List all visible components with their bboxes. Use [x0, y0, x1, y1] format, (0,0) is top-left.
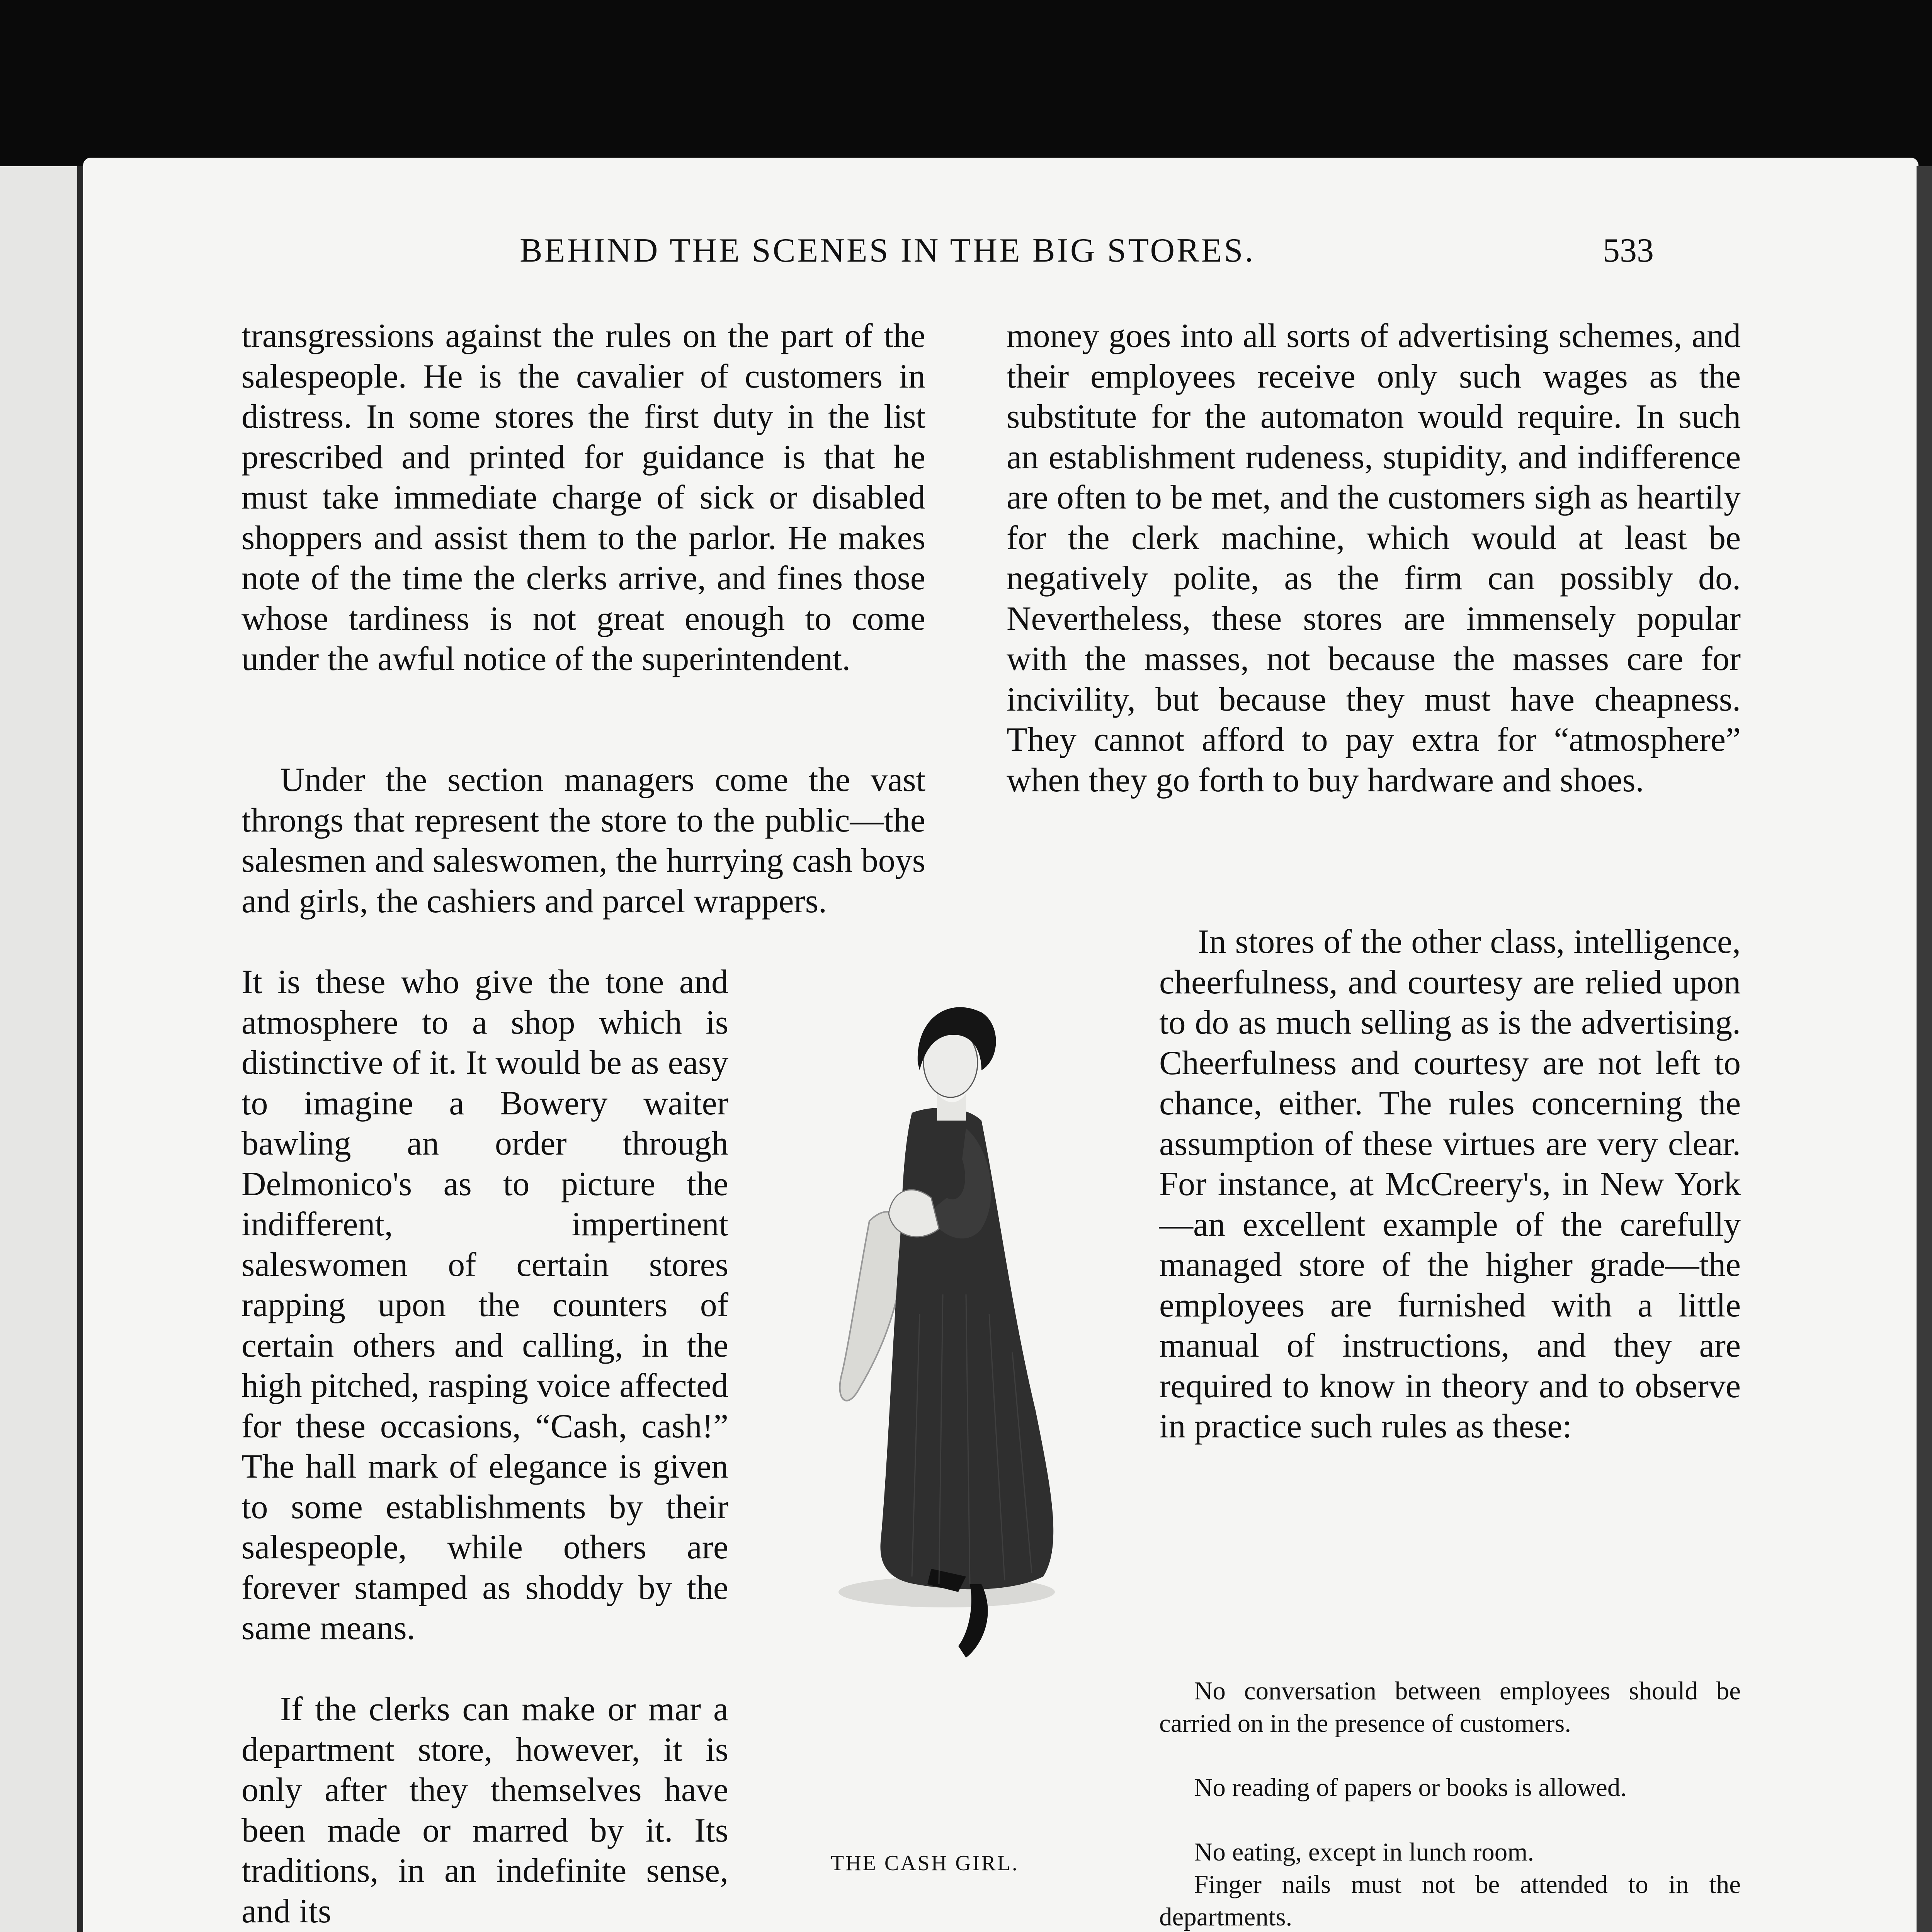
right-paragraph-2: In stores of the other class, intelligence, cheerfulness, and courtesy are relied upon to do as much selling as is the advertising. Cheerfulness and courtesy are not left to chance, either. The rules concerning the assumption of these virtues are very clear. For instance, at McCreery's, in New York—an excellent example of the carefully managed store of the higher grade—the employees are furnished with a little manual of instructions, and they are required to know in theory and to observe in practice such rules as these:: [1159, 923, 1741, 1445]
page-right-edge: [1917, 166, 1932, 1932]
rule-item: No reading of papers or books is allowed.: [1194, 1773, 1627, 1802]
facing-page-edge: [0, 166, 87, 1932]
rule-item: No conversation between employees should be carried on in the presence of customers.: [1159, 1677, 1741, 1738]
cash-girl-illustration: [765, 966, 1136, 1700]
left-paragraph-3: It is these who give the tone and atmosphere to a shop which is distinctive of it. It would be as easy to imagine a Bowery waiter bawling an order through Delmonico's as to picture the indifferent, impertinent saleswomen of certain stores rapping upon the counters of certain others and calling, in the high pitched, rasping voice affected for these occasions, “Cash, cash!” The hall mark of elegance is given to some establishments by their salespeople, while others are forever stamped as shoddy by the same means.: [242, 963, 728, 1647]
rule-item: No eating, except in lunch room.: [1194, 1838, 1534, 1866]
running-header: BEHIND THE SCENES IN THE BIG STORES.: [520, 232, 1255, 269]
right-paragraph-1: money goes into all sorts of advertising schemes, and their employees receive only such wages as the substitute for the automaton would require. In such an establishment rudeness, stupidity, and indifference are often to be met, and the customers sigh as heartily for the clerk machine, which would at least be negatively polite, as the firm can possibly do. Nevertheless, these stores are immensely popular with the masses, not because the masses care for incivility, but because they must have cheapness. They cannot afford to pay extra for “atmosphere” when they go forth to buy hardware and shoes.: [1007, 317, 1741, 799]
left-paragraph-1: transgressions against the rules on the part of the salespeople. He is the cavalier of customers in distress. In some stores the first duty in the list prescribed and printed for guidance is that he must take immediate charge of sick or disabled shoppers and assist them to the parlor. He makes note of the time the clerks arrive, and fines those whose tardiness is not great enough to come under the awful notice of the superintendent.: [242, 317, 925, 678]
page-number: 533: [1603, 232, 1654, 269]
left-paragraph-2: Under the section managers come the vast throngs that represent the store to the public—the salesmen and saleswomen, the hurrying cash boys and girls, the cashiers and parcel wrappers.: [242, 761, 925, 920]
illustration-caption: THE CASH GIRL.: [831, 1851, 1019, 1875]
left-paragraph-4: If the clerks can make or mar a department store, however, it is only after they themselves have been made or marred by it. Its traditions, in an indefinite sense, and its: [242, 1690, 728, 1930]
rule-item: Finger nails must not be attended to in the departments.: [1159, 1870, 1741, 1931]
